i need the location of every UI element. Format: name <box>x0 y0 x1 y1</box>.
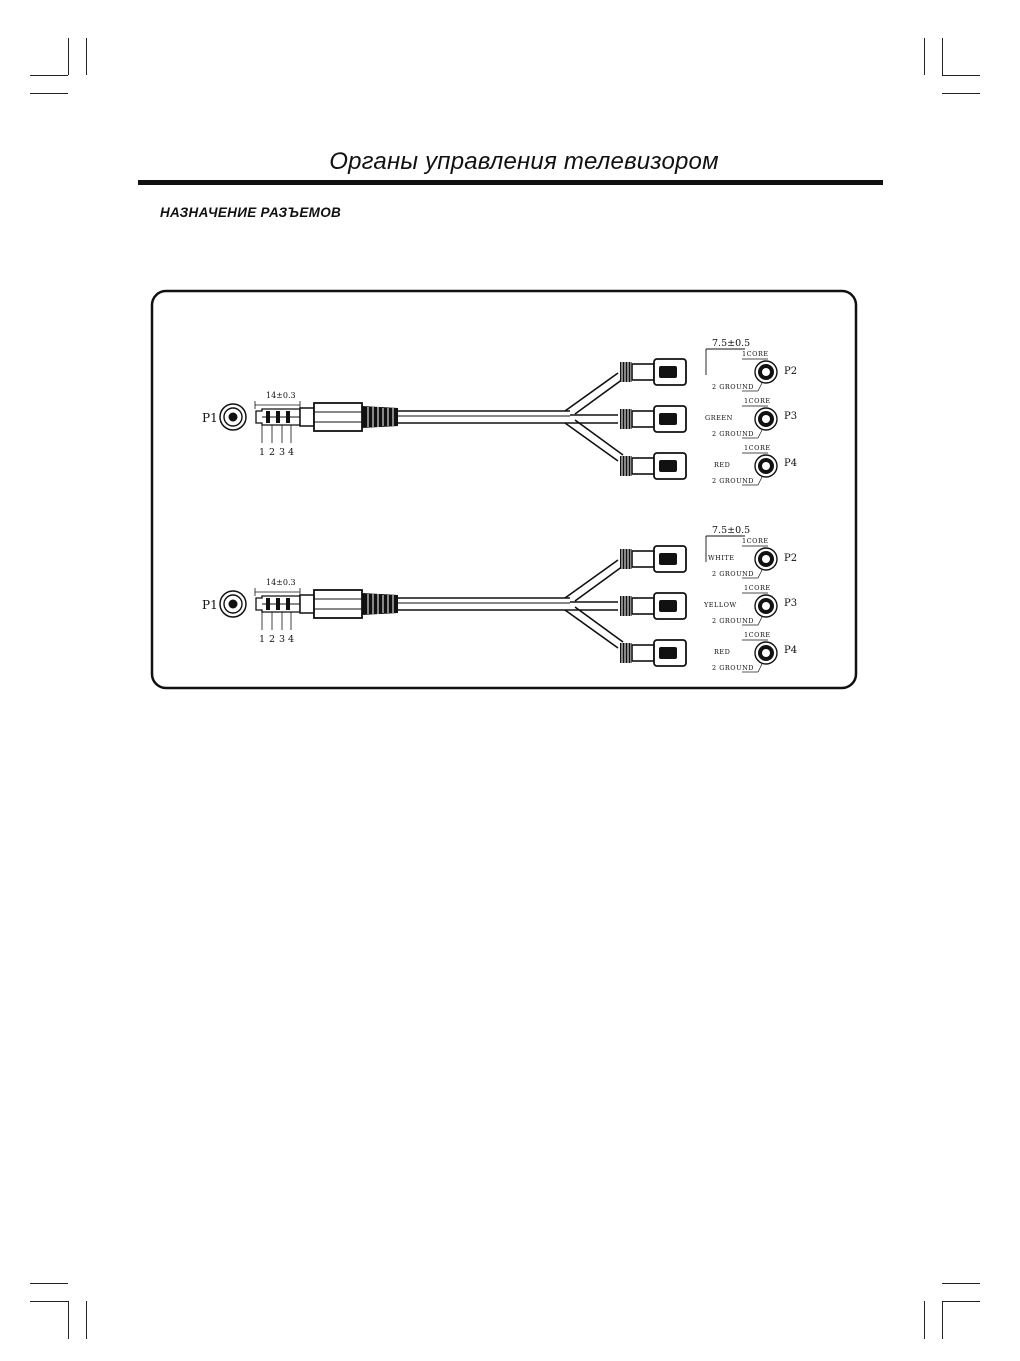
jack-id: P3 <box>784 598 798 609</box>
core-label: 1CORE <box>744 397 771 405</box>
pin-number: 4 <box>288 634 295 645</box>
color-label: YELLOW <box>704 601 737 609</box>
pin-number: 3 <box>279 634 286 645</box>
color-label: RED <box>714 461 731 469</box>
color-label: RED <box>714 648 731 656</box>
plug-label: P1 <box>202 411 218 425</box>
jack-id: P4 <box>784 458 798 469</box>
section-heading: НАЗНАЧЕНИЕ РАЗЪЕМОВ <box>160 205 342 220</box>
jack-dimension: 7.5±0.5 <box>712 338 751 349</box>
jack-id: P2 <box>784 366 798 377</box>
ground-label: 2 GROUND <box>712 664 754 672</box>
ground-label: 2 GROUND <box>712 617 754 625</box>
core-label: 1CORE <box>744 631 771 639</box>
tip-dimension: 14±0.3 <box>266 391 296 400</box>
color-label: GREEN <box>705 414 733 422</box>
jack-id: P3 <box>784 411 798 422</box>
ground-label: 2 GROUND <box>712 570 754 578</box>
jack-id: P4 <box>784 645 798 656</box>
pin-number: 2 <box>269 447 276 458</box>
pin-number: 3 <box>279 447 286 458</box>
cable-assembly-2 <box>202 525 797 672</box>
core-label: 1CORE <box>744 584 771 592</box>
core-label: 1CORE <box>742 350 769 358</box>
cable-assembly-1 <box>202 338 797 485</box>
pin-number: 2 <box>269 634 276 645</box>
pin-number: 1 <box>259 634 266 645</box>
plug-label: P1 <box>202 598 218 612</box>
page-title: Органы управления телевизором <box>329 148 719 175</box>
ground-label: 2 GROUND <box>712 383 754 391</box>
ground-label: 2 GROUND <box>712 430 754 438</box>
pin-number: 1 <box>259 447 266 458</box>
color-label: WHITE <box>708 554 735 562</box>
jack-id: P2 <box>784 553 798 564</box>
core-label: 1CORE <box>744 444 771 452</box>
core-label: 1CORE <box>742 537 769 545</box>
pin-number: 4 <box>288 447 295 458</box>
tip-dimension: 14±0.3 <box>266 578 296 587</box>
jack-dimension: 7.5±0.5 <box>712 525 751 536</box>
ground-label: 2 GROUND <box>712 477 754 485</box>
